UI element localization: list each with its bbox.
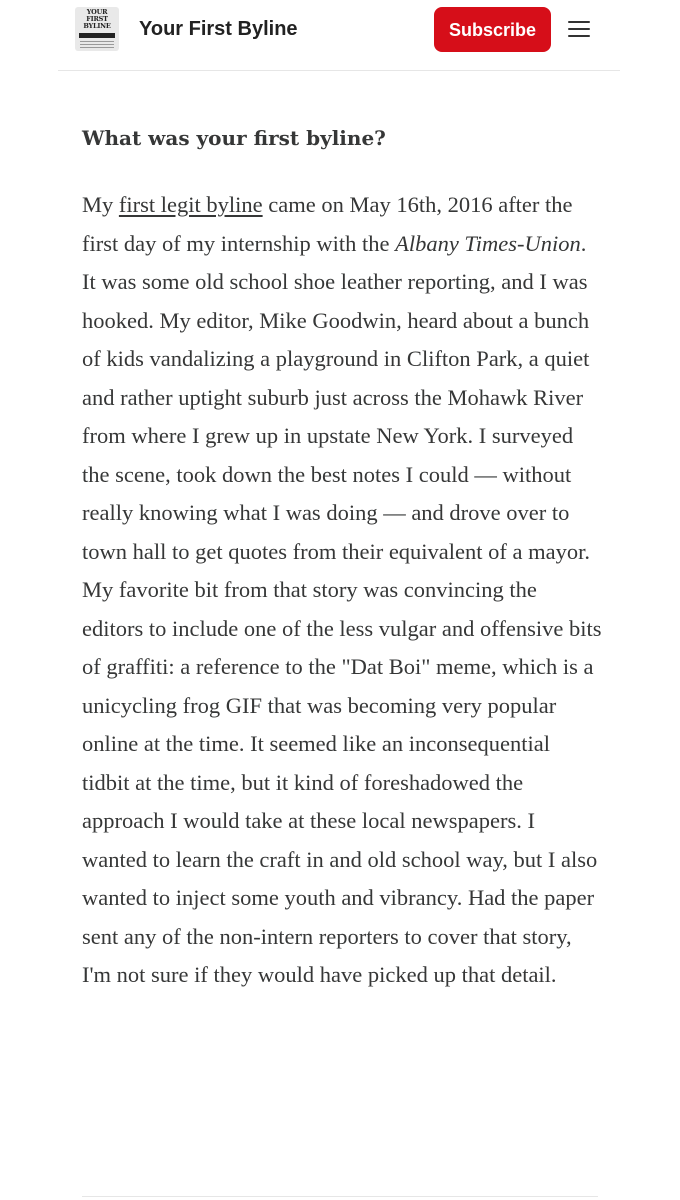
logo-text-line1: YOUR [86,8,108,16]
article-paragraph [82,186,602,995]
article-divider [82,1196,598,1197]
header-divider [58,70,620,71]
hamburger-menu-icon[interactable] [566,18,592,40]
menu-bar-middle [568,28,590,30]
menu-bar-bottom [568,35,590,37]
logo-banner [79,33,115,38]
paragraph-rest: . It was some old school shoe leather reporting, and I was hooked. My editor, Mike Goodwin, heard about a bunch of kids vandalizing a playground in Clifton Park, a quiet and rather uptight suburb just across the Mohawk River from where I grew up in upstate New York. I surveyed the scene, took down the best notes I could — without really knowing what I was doing — and drove over to town hall to get quotes from their equivalent of a mayor. My favorite bit from that story was convincing the editors to include one of the less vulgar and offensive bits of graffiti: a reference to the "Dat Boi" meme, which is a unicycling frog GIF that was becoming very popular online at the time. It seemed like an inconsequential tidbit at the time, but it kind of foreshadowed the approach I would take at these local newspapers. I wanted to learn the craft in and old school way, but I also wanted to inject some youth and vibrancy. Had the paper sent any of the non-intern reporters to cover that story, I'm not sure if they would have picked up that detail. [82,230,602,987]
logo-text-line2: FIRST BYLINE [83,15,111,30]
top-navigation-bar [0,0,680,60]
outlet-name: Albany Times-Union [395,230,581,256]
subscribe-button[interactable]: Subscribe [434,7,551,52]
paragraph-after-link: came on May 16th, 2016 after the first day of my internship with the [82,192,573,256]
section-heading: What was your first byline? [82,126,386,150]
logo-newsprint-lines [80,41,114,49]
first-byline-link[interactable]: first legit byline [118,192,263,217]
publication-name[interactable]: Your First Byline [139,18,298,40]
paragraph-intro: My [82,192,119,217]
publication-logo[interactable] [75,7,119,51]
menu-bar-top [568,21,590,23]
